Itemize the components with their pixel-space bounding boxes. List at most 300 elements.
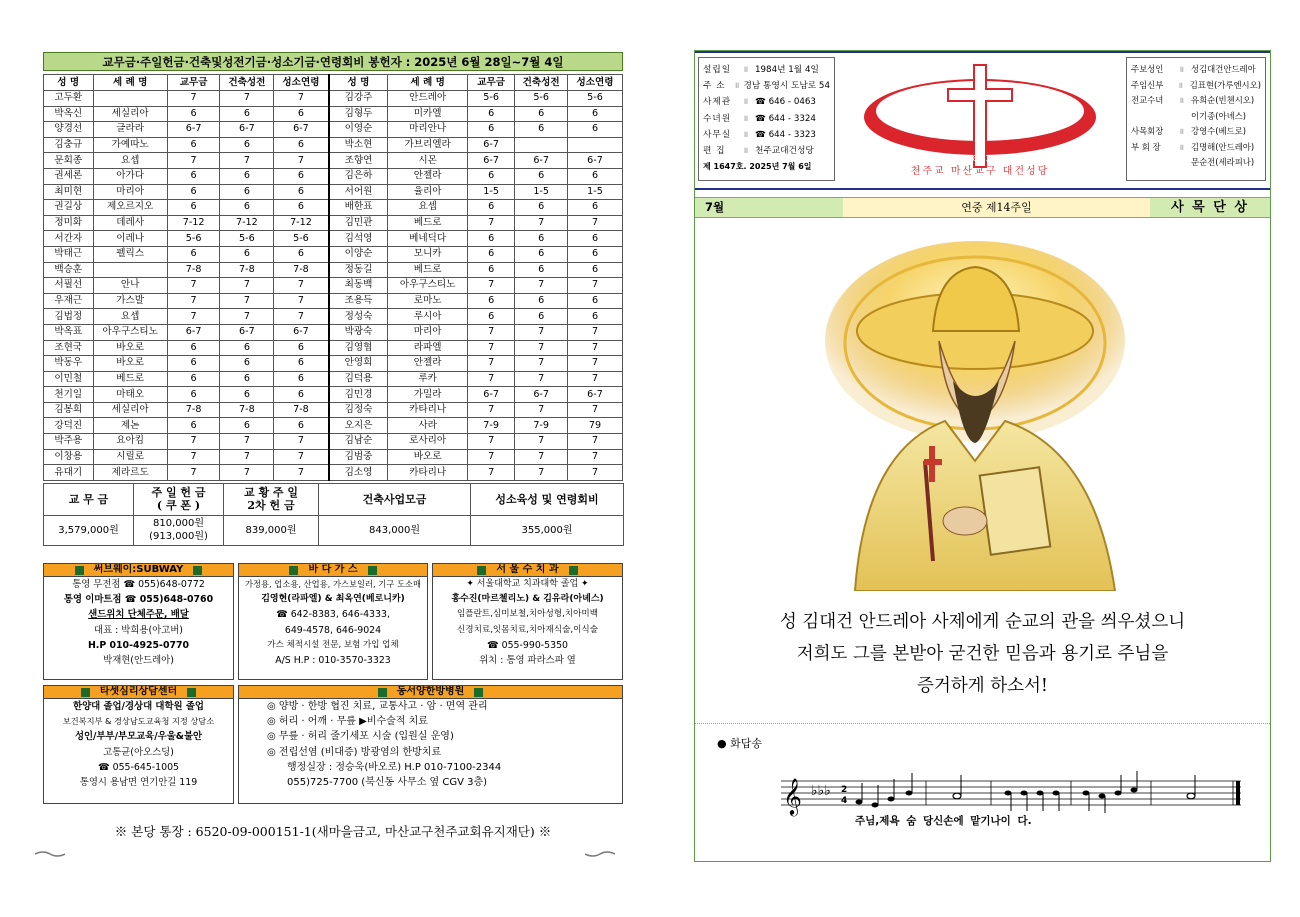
table-cell: 6-7 xyxy=(515,387,568,403)
table-row xyxy=(44,340,623,356)
table-row xyxy=(44,122,623,138)
ad-line: ☎ 055-645-1005 xyxy=(97,761,180,773)
square-icon xyxy=(75,566,84,575)
psalm-label: 화답송 xyxy=(730,737,762,750)
table-cell: 6 xyxy=(515,262,568,278)
table-cell: 김범중 xyxy=(329,449,388,465)
ad-line: 임플란트,심미보철,치아성형,치아미백 xyxy=(456,609,599,620)
table-row xyxy=(44,262,623,278)
info-key: 주임신부 xyxy=(1131,79,1164,90)
parish-info-row xyxy=(1131,109,1261,125)
separator: ॥ xyxy=(743,97,749,108)
table-cell: 마리아 xyxy=(93,184,167,200)
ad-line: 055)725-7700 (북신동 사무소 옆 CGV 3층) xyxy=(287,777,488,789)
table-cell: 6 xyxy=(568,168,623,184)
table-cell: 6 xyxy=(568,200,623,216)
table-cell: 6 xyxy=(167,106,220,122)
table-cell: 6 xyxy=(467,231,514,247)
ad-badagas-title: 바 다 가 스 xyxy=(308,564,358,575)
table-cell: 7 xyxy=(515,449,568,465)
square-icon xyxy=(569,566,578,575)
table-cell: 7 xyxy=(167,293,220,309)
table-cell: 박주용 xyxy=(44,434,94,450)
parish-info-left xyxy=(698,57,835,181)
table-cell: 안젤라 xyxy=(388,168,468,184)
table-cell: 6 xyxy=(220,106,274,122)
prayer-line: 저희도 그를 본받아 굳건한 믿음과 용기로 주님을 xyxy=(796,644,1169,664)
table-cell: 6 xyxy=(467,293,514,309)
table-cell: 6 xyxy=(274,137,329,153)
table-cell: 베드로 xyxy=(388,262,468,278)
table-cell: 6 xyxy=(515,246,568,262)
info-value: 1984년 1월 4일 xyxy=(755,65,819,75)
table-cell: 오지은 xyxy=(329,418,388,434)
totals-value: 355,000원 xyxy=(471,515,624,545)
table-cell xyxy=(568,137,623,153)
table-cell: 7-8 xyxy=(274,262,329,278)
ad-line: 김영현(라파엘) & 최옥연(베로니카) xyxy=(261,594,405,605)
table-cell: 6 xyxy=(167,200,220,216)
parish-info-row xyxy=(703,127,830,143)
table-cell: 7 xyxy=(220,434,274,450)
table-cell: 루카 xyxy=(388,371,468,387)
table-cell: 5-6 xyxy=(167,231,220,247)
table-cell: 7 xyxy=(167,449,220,465)
table-cell: 7-9 xyxy=(515,418,568,434)
table-cell: 가예따노 xyxy=(93,137,167,153)
table-cell: 마태오 xyxy=(93,387,167,403)
table-cell: 6-7 xyxy=(167,324,220,340)
table-cell: 6 xyxy=(467,200,514,216)
table-cell: 김강주 xyxy=(329,91,388,107)
table-cell: 7 xyxy=(274,278,329,294)
info-value: 김표현(가루엔시오) xyxy=(1189,79,1261,90)
ad-line: 대표 : 박희용(아고버) xyxy=(94,624,183,636)
table-cell: 정동길 xyxy=(329,262,388,278)
table-cell: 이민철 xyxy=(44,371,94,387)
table-cell: 79 xyxy=(568,418,623,434)
separator: ॥ xyxy=(1179,141,1185,152)
parish-info-row xyxy=(1131,62,1261,78)
table-cell: 이레나 xyxy=(93,231,167,247)
totals-value: 843,000원 xyxy=(319,515,471,545)
parish-info-row xyxy=(703,62,830,78)
donor-header-row xyxy=(44,75,623,91)
table-cell: 요아킴 xyxy=(93,434,167,450)
ad-tasset-title: 타셋심리상담센터 xyxy=(99,686,178,697)
square-icon xyxy=(289,566,298,575)
column-header: 성 명 xyxy=(44,75,94,91)
table-cell: 데레사 xyxy=(93,215,167,231)
table-cell: 세실리아 xyxy=(93,106,167,122)
table-cell: 문회종 xyxy=(44,153,94,169)
info-value: 성김대건안드레아 xyxy=(1191,64,1256,74)
table-cell: 6-7 xyxy=(220,122,274,138)
table-cell: 6 xyxy=(167,168,220,184)
table-cell: 마리아 xyxy=(388,324,468,340)
ad-line: 홍수진(마르첼리노) & 김유라(아녜스) xyxy=(451,594,604,605)
donor-section xyxy=(43,52,623,546)
table-cell: 6 xyxy=(515,200,568,216)
table-cell: 6 xyxy=(274,200,329,216)
info-value: 이기종(아녜스) xyxy=(1191,110,1247,121)
table-cell: 7 xyxy=(220,309,274,325)
prayer-text xyxy=(695,606,1270,702)
table-cell: 6 xyxy=(515,106,568,122)
ad-line: 신경치료,잇몸치료,치아재식술,이식술 xyxy=(456,624,599,635)
svg-text:2: 2 xyxy=(841,785,848,795)
table-cell: 6 xyxy=(515,231,568,247)
flat-icon: ♭♭♭ xyxy=(811,783,831,799)
table-cell: 로사리아 xyxy=(388,434,468,450)
info-value: 문순전(세라피나) xyxy=(1191,157,1255,167)
table-cell: 7-12 xyxy=(220,215,274,231)
table-cell: 세실리아 xyxy=(93,402,167,418)
table-cell: 1-5 xyxy=(568,184,623,200)
table-cell: 7 xyxy=(568,324,623,340)
table-cell: 6 xyxy=(568,293,623,309)
separator: ॥ xyxy=(743,129,749,140)
table-cell: 7 xyxy=(220,465,274,481)
month-label: 7월 xyxy=(705,200,725,214)
table-cell: 정미화 xyxy=(44,215,94,231)
ad-line: 한양대 졸업/경상대 대학원 졸업 xyxy=(73,701,204,712)
table-cell: 6 xyxy=(167,184,220,200)
table-cell: 김소영 xyxy=(329,465,388,481)
table-cell: 양경선 xyxy=(44,122,94,138)
table-cell: 7 xyxy=(568,356,623,372)
table-cell: 권길상 xyxy=(44,200,94,216)
psalm-lyrics: 주님,제욕 숨 당신손에 맡기나이 다. xyxy=(855,815,1032,827)
table-cell: 7 xyxy=(274,449,329,465)
table-cell: 안나 xyxy=(93,278,167,294)
table-cell: 7 xyxy=(220,293,274,309)
info-value: ☎ 646 - 0463 xyxy=(755,97,816,108)
donor-title: 교무금·주일헌금·건축및성전기금·성소기금·연령회비 봉헌자 : 2025년 6월 28일~7월 4일 xyxy=(43,52,623,71)
table-cell: 아우구스티노 xyxy=(93,324,167,340)
table-cell: 7-8 xyxy=(274,402,329,418)
square-icon xyxy=(193,566,202,575)
table-cell: 6 xyxy=(167,387,220,403)
table-row xyxy=(44,418,623,434)
column-header: 건축성전 xyxy=(515,75,568,91)
info-value: 천주교대건성당 xyxy=(755,146,814,157)
table-cell: 7 xyxy=(467,465,514,481)
table-cell: 6 xyxy=(515,168,568,184)
logo-year: 1984 1.4 xyxy=(962,154,998,163)
table-cell xyxy=(93,262,167,278)
table-cell: 6-7 xyxy=(467,387,514,403)
week-label: 연중 제14주일 xyxy=(843,198,1150,217)
table-cell: 6 xyxy=(467,309,514,325)
table-cell: 6 xyxy=(467,122,514,138)
table-cell: 6 xyxy=(220,387,274,403)
table-cell: 가브리엘라 xyxy=(388,137,468,153)
table-cell: 6 xyxy=(167,418,220,434)
table-cell: 권세론 xyxy=(44,168,94,184)
separator xyxy=(1179,109,1191,125)
table-row xyxy=(44,215,623,231)
table-cell: 5-6 xyxy=(274,231,329,247)
table-cell: 이창용 xyxy=(44,449,94,465)
square-icon xyxy=(477,566,486,575)
table-cell: 제오르지오 xyxy=(93,200,167,216)
table-cell: 6 xyxy=(274,371,329,387)
table-cell: 7 xyxy=(467,449,514,465)
separator: ॥ xyxy=(1179,95,1185,105)
totals-header: 교 황 주 일 2차 헌 금 xyxy=(224,483,319,515)
table-cell: 조용득 xyxy=(329,293,388,309)
logo-text: 천주교 마산교구 대건성당 xyxy=(910,166,1050,177)
table-row xyxy=(44,231,623,247)
table-row xyxy=(44,309,623,325)
saint-andrew-kim-illustration xyxy=(815,231,1145,591)
table-cell: 강덕진 xyxy=(44,418,94,434)
table-cell: 박태근 xyxy=(44,246,94,262)
table-cell: 모니카 xyxy=(388,246,468,262)
parish-info-row xyxy=(703,78,830,94)
parish-info-row xyxy=(703,143,830,159)
table-cell: 6 xyxy=(220,168,274,184)
table-row xyxy=(44,278,623,294)
table-cell: 최미현 xyxy=(44,184,94,200)
ad-line: 샌드위치 단체주문, 배달 xyxy=(88,609,189,621)
table-cell: 사라 xyxy=(388,418,468,434)
divider xyxy=(695,723,1270,724)
table-cell: 6 xyxy=(167,137,220,153)
table-cell: 6 xyxy=(220,371,274,387)
totals-header: 교 무 금 xyxy=(44,483,134,515)
ad-badagas xyxy=(238,563,428,680)
info-key xyxy=(1131,109,1179,125)
separator: ॥ xyxy=(1179,126,1185,136)
table-cell: 김덕용 xyxy=(329,371,388,387)
column-header: 성소연령 xyxy=(568,75,623,91)
table-cell: 마리안나 xyxy=(388,122,468,138)
table-cell: 7 xyxy=(467,278,514,294)
table-cell: 7-8 xyxy=(167,262,220,278)
square-icon xyxy=(474,688,483,697)
table-cell: 7 xyxy=(467,371,514,387)
table-cell: 7 xyxy=(515,465,568,481)
ad-line: 행정실장 : 정승욱(바오로) H.P 010-7100-2344 xyxy=(287,761,502,773)
table-cell: 7-12 xyxy=(274,215,329,231)
table-cell: 7 xyxy=(568,215,623,231)
table-cell: 6 xyxy=(274,340,329,356)
table-cell: 6 xyxy=(274,106,329,122)
ad-subway xyxy=(43,563,234,680)
table-row xyxy=(44,184,623,200)
table-cell: 백승훈 xyxy=(44,262,94,278)
issue-number: 제 1647호. 2025년 7월 6일 xyxy=(703,162,812,172)
table-cell: 가밀라 xyxy=(388,387,468,403)
table-cell: 김남순 xyxy=(329,434,388,450)
table-cell: 7-12 xyxy=(167,215,220,231)
table-cell: 박옥신 xyxy=(44,106,94,122)
totals-header: 주 일 헌 금 ( 쿠 폰 ) xyxy=(134,483,224,515)
table-cell: 아우구스티노 xyxy=(388,278,468,294)
table-cell: 이양순 xyxy=(329,246,388,262)
column-header: 교무금 xyxy=(467,75,514,91)
table-cell: 김정숙 xyxy=(329,402,388,418)
parish-info-row xyxy=(1131,155,1261,171)
svg-text:4: 4 xyxy=(841,796,848,806)
table-cell: 1-5 xyxy=(467,184,514,200)
table-cell: 7 xyxy=(467,215,514,231)
psalm-heading xyxy=(717,735,762,751)
table-cell: 7 xyxy=(568,402,623,418)
table-cell: 요셉 xyxy=(93,153,167,169)
column-header: 세 례 명 xyxy=(388,75,468,91)
totals-value: 810,000원 (913,000원) xyxy=(134,515,224,545)
info-value: 강영수(베드로) xyxy=(1191,126,1247,136)
table-cell: 박광숙 xyxy=(329,324,388,340)
table-cell: 아가다 xyxy=(93,168,167,184)
parish-logo xyxy=(837,55,1123,179)
table-cell: 6-7 xyxy=(167,122,220,138)
table-cell: 유대기 xyxy=(44,465,94,481)
table-cell: 5-6 xyxy=(220,231,274,247)
table-cell: 7 xyxy=(220,153,274,169)
info-value: 유희순(빈첸시오) xyxy=(1191,95,1255,105)
info-key: 사목회장 xyxy=(1131,126,1164,136)
table-cell: 베드로 xyxy=(388,215,468,231)
table-cell: 7 xyxy=(467,340,514,356)
table-cell: 7 xyxy=(274,293,329,309)
table-cell: 최동백 xyxy=(329,278,388,294)
parish-info-row xyxy=(1131,93,1261,109)
table-cell: 요셉 xyxy=(388,200,468,216)
table-cell: 서간자 xyxy=(44,231,94,247)
table-cell: 7 xyxy=(515,324,568,340)
info-key: 전교수녀 xyxy=(1131,95,1164,105)
table-cell xyxy=(93,91,167,107)
table-cell: 7 xyxy=(568,371,623,387)
table-row xyxy=(44,371,623,387)
table-cell: 7 xyxy=(274,309,329,325)
table-cell: 6 xyxy=(274,387,329,403)
info-value: 경남 통영시 도남로 54 xyxy=(743,81,830,92)
info-key: 사제관 xyxy=(703,97,732,108)
column-header: 성소연령 xyxy=(274,75,329,91)
table-cell: 안젤라 xyxy=(388,356,468,372)
ad-line: ◎ 양방 · 한방 협진 치료, 교통사고 · 암 · 면역 관리 xyxy=(267,701,488,712)
table-cell: 7 xyxy=(274,153,329,169)
table-cell: 5-6 xyxy=(467,91,514,107)
ad-line: ◎ 전립선염 (비대증) 방광염의 한방치료 xyxy=(267,746,442,758)
table-cell: 바오로 xyxy=(93,356,167,372)
totals-value: 3,579,000원 xyxy=(44,515,134,545)
table-cell: 6 xyxy=(167,246,220,262)
table-cell: 7 xyxy=(274,434,329,450)
table-cell: 7 xyxy=(167,465,220,481)
table-cell: 박옥표 xyxy=(44,324,94,340)
info-key: 수녀원 xyxy=(703,113,732,124)
ad-line: A/S H.P : 010-3570-3323 xyxy=(275,655,391,667)
table-cell: 7 xyxy=(167,91,220,107)
table-cell: 7 xyxy=(568,449,623,465)
ornament-left xyxy=(35,850,65,858)
table-cell: 7 xyxy=(220,91,274,107)
table-cell: 6-7 xyxy=(568,387,623,403)
table-cell: 7 xyxy=(220,278,274,294)
parish-info-row xyxy=(703,111,830,127)
table-cell: 안영희 xyxy=(329,356,388,372)
table-cell: 1-5 xyxy=(515,184,568,200)
ornament-right xyxy=(585,850,615,858)
info-key: 주보성인 xyxy=(1131,64,1164,74)
table-cell: 제논 xyxy=(93,418,167,434)
table-row xyxy=(44,246,623,262)
table-cell: 김법정 xyxy=(44,309,94,325)
table-cell: 7 xyxy=(467,356,514,372)
table-cell: 요셉 xyxy=(93,309,167,325)
table-cell: 7 xyxy=(515,371,568,387)
table-cell: 6 xyxy=(220,356,274,372)
ad-dongseo-title: 동서양한방병원 xyxy=(396,686,465,697)
ad-line: ◎ 무릎 · 허리 줄기세포 시술 (입원실 운영) xyxy=(267,731,454,743)
ad-line: 통영 무전점 ☎ 055)648-0772 xyxy=(72,579,205,590)
info-key: 부 회 장 xyxy=(1131,141,1161,152)
table-row xyxy=(44,106,623,122)
table-cell: 김민관 xyxy=(329,215,388,231)
table-row xyxy=(44,137,623,153)
table-cell: 6 xyxy=(568,106,623,122)
info-key: 설립일 xyxy=(703,65,732,75)
square-icon xyxy=(81,688,90,697)
week-bar xyxy=(695,197,1270,218)
table-cell: 6-7 xyxy=(220,324,274,340)
table-cell: 6 xyxy=(467,246,514,262)
table-cell: 6-7 xyxy=(274,324,329,340)
table-cell: 7 xyxy=(515,278,568,294)
table-cell: 시릴로 xyxy=(93,449,167,465)
table-cell xyxy=(515,137,568,153)
table-cell: 6 xyxy=(467,106,514,122)
table-cell: 7 xyxy=(515,356,568,372)
bulletin-front xyxy=(694,50,1271,862)
column-header: 건축성전 xyxy=(220,75,274,91)
table-cell: 7-8 xyxy=(167,402,220,418)
table-cell: 김은하 xyxy=(329,168,388,184)
table-cell: 배한표 xyxy=(329,200,388,216)
table-cell: 7 xyxy=(515,340,568,356)
table-cell: 7 xyxy=(568,434,623,450)
table-cell: 조향연 xyxy=(329,153,388,169)
table-cell: 6 xyxy=(220,184,274,200)
table-cell: 이영순 xyxy=(329,122,388,138)
table-cell: 7 xyxy=(220,449,274,465)
table-cell: 6-7 xyxy=(568,153,623,169)
table-cell: 7 xyxy=(167,278,220,294)
parish-info-row xyxy=(1131,140,1261,156)
table-cell: 7-8 xyxy=(220,402,274,418)
table-cell: 조현국 xyxy=(44,340,94,356)
table-cell: 바오로 xyxy=(93,340,167,356)
table-cell: 라파엘 xyxy=(388,340,468,356)
table-cell: 7 xyxy=(515,215,568,231)
table-cell: 6-7 xyxy=(467,153,514,169)
table-cell: 6 xyxy=(274,246,329,262)
ad-seoul-dental xyxy=(432,563,623,680)
parish-info-right xyxy=(1126,57,1266,181)
table-cell: 7 xyxy=(274,465,329,481)
table-cell: 7 xyxy=(568,340,623,356)
table-cell: 서어원 xyxy=(329,184,388,200)
table-cell: 시몬 xyxy=(388,153,468,169)
table-row xyxy=(44,324,623,340)
column-header: 세 례 명 xyxy=(93,75,167,91)
